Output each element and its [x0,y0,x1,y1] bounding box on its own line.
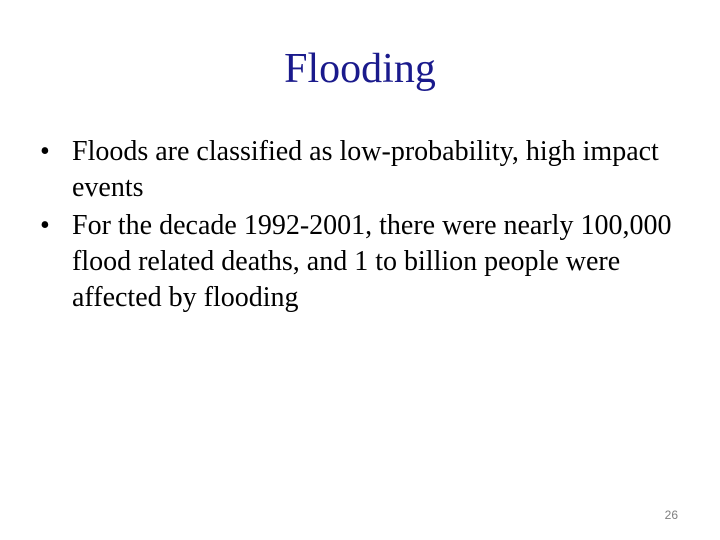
bullet-item-1 [40,134,680,206]
slide-title: Flooding [284,46,436,92]
bullet-list [40,134,680,318]
bullet-text-1: Floods are classified as low-probability, high impact events [72,136,659,203]
bullet-dot-icon: • [40,136,50,167]
bullet-text-2: For the decade 1992-2001, there were nearly 100,000 flood related deaths, and 1 to billion people were affected by flooding [72,210,672,313]
page-number: 26 [664,508,678,522]
bullet-dot-icon: • [40,210,50,241]
bullet-item-2 [40,208,680,316]
